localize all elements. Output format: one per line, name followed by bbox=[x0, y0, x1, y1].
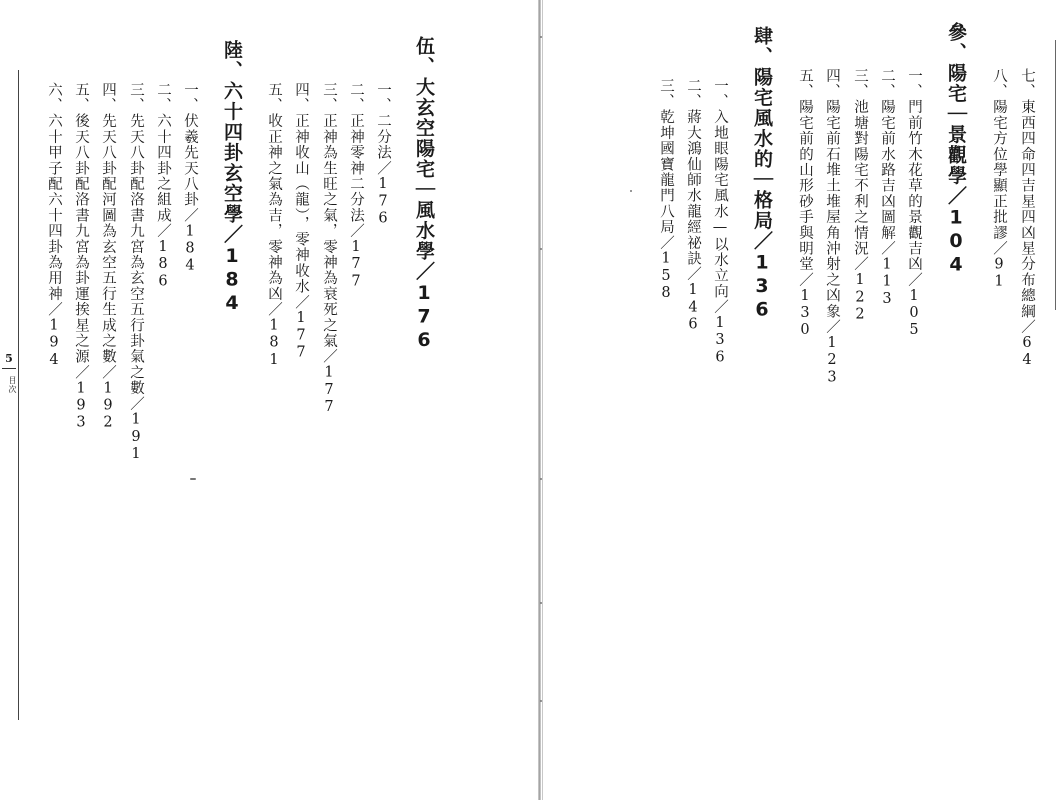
right-margin-rule bbox=[1055, 40, 1056, 310]
toc-entry: 一、入地眼陽宅風水—以水立向／136 bbox=[712, 78, 728, 367]
scan-speck bbox=[540, 478, 542, 480]
toc-entry: 一、門前竹木花草的景觀吉凶／105 bbox=[906, 68, 922, 340]
book-gutter-line bbox=[542, 0, 543, 800]
toc-entry: 三、乾坤國寶龍門八局／158 bbox=[658, 78, 674, 303]
book-gutter-shadow bbox=[538, 0, 541, 800]
scan-speck bbox=[630, 190, 632, 192]
toc-entry: 四、先天八卦配河圖為玄空五行生成之數／192 bbox=[100, 82, 116, 432]
scan-speck bbox=[540, 248, 542, 250]
scan-speck bbox=[540, 602, 542, 604]
toc-entry: 六、六十甲子配六十四卦為用神／194 bbox=[46, 82, 62, 370]
toc-section-heading: 伍、大玄空陽宅｜風水學／176 bbox=[413, 36, 435, 353]
toc-entry: 四、正神收山（龍），零神收水／177 bbox=[293, 82, 309, 362]
toc-entry: 三、池塘對陽宅不利之情況／122 bbox=[852, 68, 868, 324]
toc-entry: 五、收正神之氣為吉，零神為凶／181 bbox=[266, 82, 282, 370]
toc-entry: 三、先天八卦配洛書九宮為玄空五行卦氣之數／191 bbox=[128, 82, 144, 464]
toc-section-heading: 肆、陽宅風水的｜格局／136 bbox=[751, 26, 773, 322]
toc-entry: 一、二分法／176 bbox=[375, 82, 391, 228]
toc-entry: 二、蔣大鴻仙師水龍經祕訣／146 bbox=[685, 78, 701, 334]
toc-entry: 二、六十四卦之組成／186 bbox=[155, 82, 171, 291]
toc-entry: 五、陽宅前的山形砂手與明堂／130 bbox=[797, 68, 813, 340]
page-number: 5 bbox=[5, 352, 13, 365]
toc-entry: 二、正神零神二分法／177 bbox=[348, 82, 364, 291]
toc-entry: 二、陽宅前水路吉凶圖解／113 bbox=[879, 68, 895, 308]
scan-speck bbox=[190, 478, 196, 480]
toc-section-heading: 參、陽宅｜景觀學／104 bbox=[945, 22, 967, 277]
toc-entry: 七、東西四命四吉星四凶星分布總綱／64 bbox=[1019, 68, 1035, 370]
toc-entry: 五、後天八卦配洛書九宮為卦運挨星之源／193 bbox=[73, 82, 89, 432]
toc-section-heading: 陸、六十四卦玄空學／184 bbox=[221, 40, 243, 316]
scan-speck bbox=[540, 700, 542, 702]
left-margin-rule bbox=[18, 70, 19, 720]
page-number-rule bbox=[2, 368, 16, 369]
contents-label: 目次 bbox=[8, 376, 17, 394]
toc-entry: 一、伏羲先天八卦／184 bbox=[182, 82, 198, 275]
toc-entry: 八、陽宅方位學顯正批謬／91 bbox=[991, 68, 1007, 291]
toc-entry: 四、陽宅前石堆土堆屋角沖射之凶象／123 bbox=[824, 68, 840, 387]
scan-speck bbox=[540, 36, 542, 38]
toc-entry: 三、正神為生旺之氣，零神為衰死之氣／177 bbox=[321, 82, 337, 417]
